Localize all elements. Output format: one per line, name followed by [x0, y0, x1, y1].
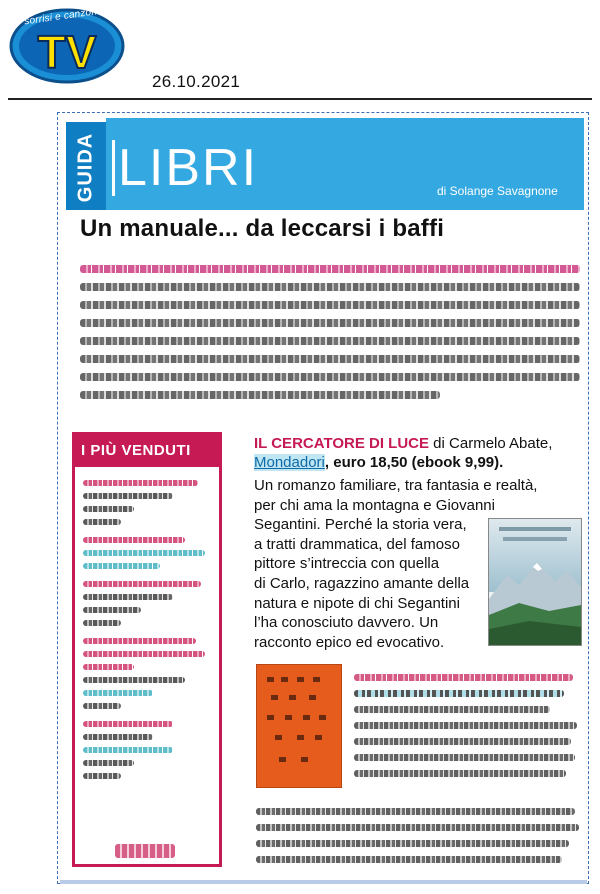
lead-line: [80, 301, 580, 309]
lead-line: [80, 265, 580, 273]
list-item: [83, 721, 211, 779]
lead-headline: Un manuale... da leccarsi i baffi: [80, 215, 445, 242]
lead-line: [80, 337, 580, 345]
list-item: [83, 480, 211, 525]
review-line: racconto epico ed evocativo.: [254, 633, 445, 651]
logo-tagline: sorrisi e canzoni: [23, 5, 101, 28]
header-rule: [8, 98, 592, 100]
bestsellers-title: I PIÙ VENDUTI: [75, 435, 219, 467]
review-title-line: [254, 434, 584, 453]
publication-date: 26.10.2021: [152, 72, 241, 91]
guida-label: [66, 122, 106, 210]
review-publisher: Mondadori: [254, 454, 325, 471]
header-divider: [112, 140, 115, 196]
section-title: LIBRI: [118, 139, 259, 197]
review-book-title: IL CERCATORE DI LUCE: [254, 435, 430, 452]
review-line: a tratti drammatica, del famoso: [254, 535, 460, 553]
review-line: di Carlo, ragazzino amante della: [254, 574, 470, 592]
second-review-blurred: [354, 668, 582, 786]
second-review-continued: [256, 802, 582, 872]
review-line: Segantini. Perché la storia vera,: [254, 516, 467, 534]
lead-line: [80, 373, 580, 381]
bestsellers-footer: [115, 844, 175, 858]
clipping-shadow: [60, 880, 587, 884]
review-author: di Carmelo Abate,: [429, 435, 553, 452]
lead-line: [80, 319, 580, 327]
list-item: [83, 581, 211, 626]
review-line: l’ha conosciuto davvero. Un: [254, 614, 439, 632]
review-line: Un romanzo familiare, tra fantasia e realtà,: [254, 477, 538, 494]
book-cover-orange: [256, 664, 342, 788]
review-price: , euro 18,50 (ebook 9,99).: [324, 454, 504, 471]
review-line: per chi ama la montagna e Giovanni: [254, 496, 495, 514]
review-line: natura e nipote di chi Segantini: [254, 594, 460, 612]
bestsellers-box: [72, 432, 222, 867]
section-byline: di Solange Savagnone: [437, 184, 558, 198]
lead-body-blurred: [80, 257, 580, 427]
review-heading: [254, 434, 584, 472]
review-line: pittore s’intreccia con quella: [254, 555, 440, 573]
bestsellers-list: [83, 475, 211, 791]
review-publisher-line: [254, 453, 584, 472]
lead-line: [80, 391, 440, 399]
list-item: [83, 537, 211, 569]
guida-text: GUIDA: [74, 132, 97, 203]
svg-text:TV: TV: [37, 26, 97, 78]
list-item: [83, 638, 211, 709]
lead-line: [80, 355, 580, 363]
book-cover-mountain: [488, 518, 582, 646]
lead-line: [80, 283, 580, 291]
